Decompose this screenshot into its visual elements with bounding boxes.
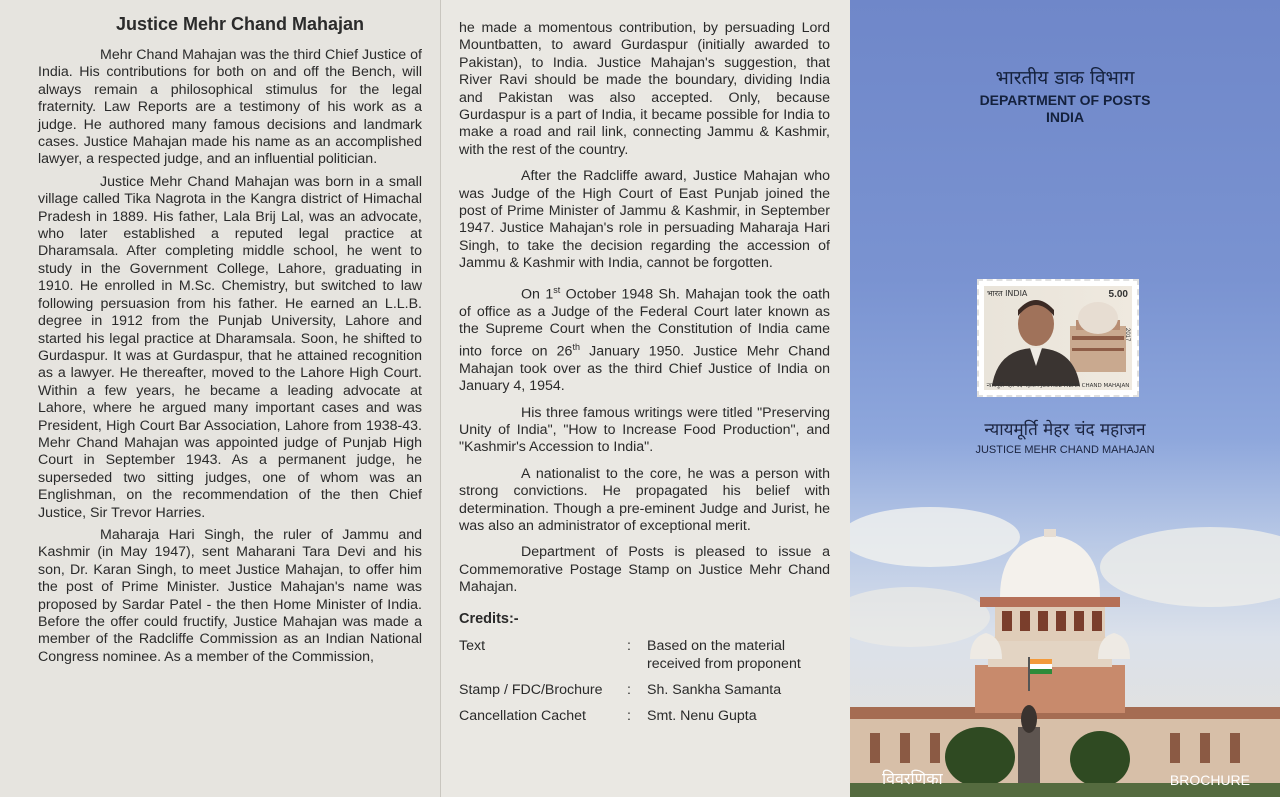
credit-value: Smt. Nenu Gupta (647, 707, 757, 724)
p6-part-a: On 1 (521, 286, 554, 303)
credit-row-cachet (459, 707, 830, 725)
credit-label: Cancellation Cachet (459, 707, 586, 724)
bio-paragraph-9: Department of Posts is pleased to issue a Commemorative Postage Stamp on Justice Mehr Chand Mahajan. (459, 544, 830, 596)
brochure-title: Justice Mehr Chand Mahajan (115, 14, 365, 34)
department-name: DEPARTMENT OF POSTS (979, 92, 1151, 108)
stamp-year: 2017 (1124, 328, 1130, 342)
stamp-caption: न्यायमूर्ति मेहर चंद महाजन JUSTICE MEHR CHAND MAHAJAN (986, 383, 1130, 389)
middle-panel (440, 0, 850, 797)
bio-paragraph-6 (459, 282, 830, 396)
bio-paragraph-3: Maharaja Hari Singh, the ruler of Jammu and Kashmir (in May 1947), sent Maharani Tara Devi and his son, Dr. Karan Singh, to meet Justice Mahajan, to offer him the post of Prime Minister. Justice Mahajan's name was proposed by Sardar Patel - the then Home Minister of India. Before the offer could fructify, Justice Mahajan was made a member of the Radcliffe Commission as an Indian National Congress nominee. As a member of the Commission, (38, 526, 422, 665)
supreme-court-illustration (850, 497, 1280, 797)
credit-colon: : (627, 681, 631, 698)
bio-paragraph-1: Mehr Chand Mahajan was the third Chief Justice of India. His contributions for both on and off the Bench, will always remain a philosophical stimulus for the legal fraternity. Law Reports are a testimony of his work as a judge. He authored many famous decisions and landmark cases. Justice Mahajan made his name as an accomplished lawyer, a respected judge, and an influential politician. (38, 47, 422, 168)
department-country: INDIA (1045, 109, 1085, 125)
credit-value: Sh. Sankha Samanta (647, 681, 782, 698)
credit-colon: : (627, 637, 631, 654)
stamp-image (984, 286, 1132, 390)
p6-part-c: January 1950. Justice Mehr Chand Mahajan took over as the third Chief Justice of India on January 4, 1954. (459, 343, 830, 395)
brochure-label: BROCHURE (1169, 772, 1250, 788)
p6-sup-1: st (553, 284, 561, 295)
justice-name-hindi: न्यायमूर्ति मेहर चंद महाजन (984, 420, 1146, 440)
credit-row-stamp (459, 681, 830, 699)
bio-paragraph-4: he made a momentous contribution, by persuading Lord Mountbatten, to award Gurdaspur (initially awarded to Pakistan), to India. Justice Mahajan's suggestion, that River Ravi should be made the boundary, dividing India and Pakistan was also accepted. Only, because Gurdaspur is a part of India, it became possible for India to make a road and rail link, connecting Jammu & Kashmir, with the rest of the country. (459, 20, 830, 158)
justice-name-english: JUSTICE MEHR CHAND MAHAJAN (975, 444, 1155, 456)
brochure-label-hindi: विवरणिका (882, 769, 943, 788)
stamp-value: 5.00 (1108, 289, 1128, 300)
p6-part-b: October 1948 Sh. Mahajan took the oath of office as a Judge of the Federal Court later known as the Supreme Court when the Constitution of India came into force on 26 (459, 286, 830, 360)
department-hindi: भारतीय डाक विभाग (995, 67, 1135, 89)
credit-row-text (459, 637, 830, 673)
credit-value: Based on the material received from proponent (647, 637, 801, 672)
credit-label: Text (459, 637, 486, 654)
credit-colon: : (627, 707, 631, 724)
postage-stamp (977, 279, 1139, 397)
bio-paragraph-8: A nationalist to the core, he was a person with strong convictions. He propagated his belief with determination. Though a pre-eminent Judge and Jurist, he was also an administrator of exceptional merit. (459, 465, 830, 535)
department-header (850, 64, 1280, 126)
stamp-artwork (984, 286, 1132, 390)
justice-title (850, 417, 1280, 456)
credit-label: Stamp / FDC/Brochure (459, 681, 603, 698)
bio-paragraph-2: Justice Mehr Chand Mahajan was born in a small village called Tika Nagrota in the Kangra district of Himachal Pradesh in 1889. His father, Lala Brij Lal, was an advocate, who later established a reputed legal practice at Dharamsala. After completing middle school, he went to study in the Government College, Lahore, graduating in 1910. He enrolled in M.Sc. Chemistry, but switched to law following persuasion from his father. He earned an L.L.B. degree in 1912 from the Punjab University, Lahore and started his legal practice at Dharamsala. Soon, he shifted to Gurdaspur. It was at Gurdaspur, that he attained recognition as a lawyer. He thereafter, moved to the Lahore High Court. Within a few years, he became a leading advocate at Lahore, where he argued many important cases and was President, High Court Bar Association, Lahore from 1938-43. Mehr Chand Mahajan was appointed judge of Punjab High Court in September 1943. As a permanent judge, he superseded two sitting judges, one of whom was an Englishman, on the recommendation of the then Chief Justice, Sir Trevor Harries. (38, 173, 422, 521)
p6-sup-2: th (572, 341, 580, 352)
credits-title: Credits:- (459, 610, 519, 627)
bio-paragraph-7: His three famous writings were titled "Preserving Unity of India", "How to Increase Food Production", and "Kashmir's Accession to India". (459, 404, 830, 456)
stamp-country: भारत INDIA (987, 289, 1028, 298)
cover-panel (850, 0, 1280, 797)
bio-paragraph-5: After the Radcliffe award, Justice Mahajan who was Judge of the High Court of East Punjab joined the post of Prime Minister of Jammu & Kashmir, in September 1947. Justice Mahajan's role in persuading Maharaja Hari Singh, to take the decision regarding the accession of Jammu & Kashmir with India, cannot be forgotten. (459, 168, 830, 272)
left-panel (0, 0, 440, 797)
